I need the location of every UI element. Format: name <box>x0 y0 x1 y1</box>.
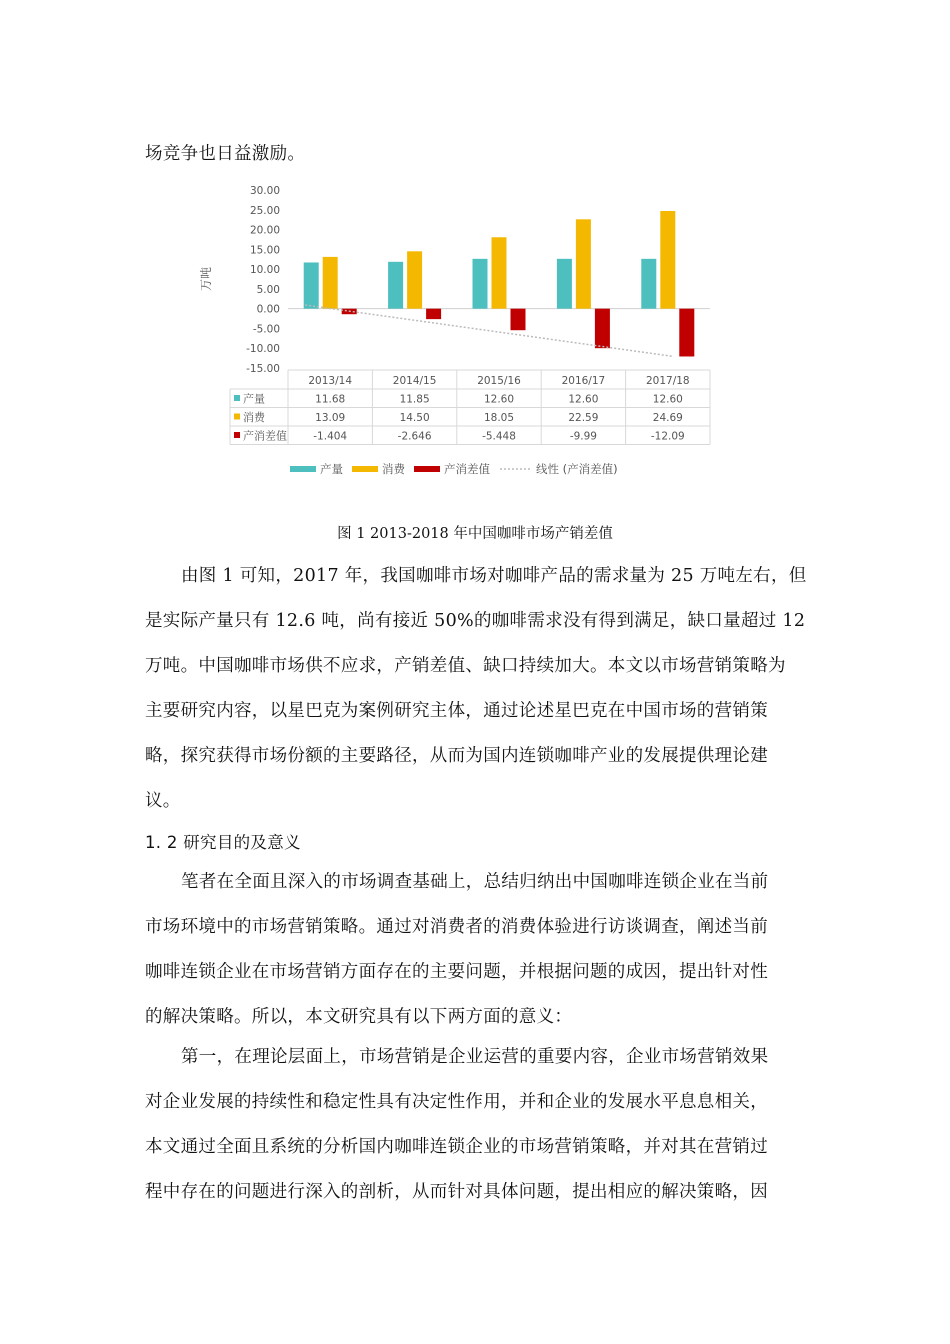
bar-产量-2014/15 <box>388 262 403 309</box>
para1-line-2: 万吨。中国咖啡市场供不应求，产销差值、缺口持续加大。本文以市场营销策略为 <box>145 656 786 676</box>
para1-line-5: 议。 <box>145 791 181 811</box>
para2-line-3: 的解决策略。所以，本文研究具有以下两方面的意义： <box>145 1007 573 1027</box>
table-header-2014/15: 2014/15 <box>392 375 437 387</box>
table-cell: -1.404 <box>313 430 348 443</box>
bar-产消差值-2015/16 <box>511 309 526 331</box>
legend-swatch-消费 <box>352 466 378 472</box>
legend-label-产量: 产量 <box>320 462 343 476</box>
table-cell: -9.99 <box>569 430 597 443</box>
legend-label-消费: 消费 <box>382 462 405 476</box>
table-cell: 12.60 <box>568 393 599 406</box>
y-tick-label: 10.00 <box>249 264 280 277</box>
bar-产量-2013/14 <box>304 262 319 308</box>
y-tick-label: -15.00 <box>246 363 280 375</box>
legend-label-trendline: 线性 (产消差值) <box>536 462 618 476</box>
table-cell: 11.85 <box>399 393 430 406</box>
figure-caption: 图 1 2013-2018 年中国咖啡市场产销差值 <box>337 526 613 542</box>
table-legend-key-产量 <box>234 395 240 401</box>
bar-产消差值-2017/18 <box>679 309 694 357</box>
production-consumption-chart <box>190 178 730 488</box>
legend-swatch-产消差值 <box>414 466 440 472</box>
para1-line-3: 主要研究内容，以星巴克为案例研究主体，通过论述星巴克在中国市场的营销策 <box>145 701 768 721</box>
y-tick-label: 25.00 <box>249 204 280 217</box>
table-cell: 12.60 <box>483 393 515 406</box>
table-cell: -5.448 <box>482 430 516 443</box>
bar-消费-2015/16 <box>492 237 507 308</box>
table-header-2017/18: 2017/18 <box>645 375 690 387</box>
bar-产量-2017/18 <box>641 259 656 309</box>
table-cell: 12.60 <box>652 393 683 406</box>
bar-产消差值-2014/15 <box>426 309 441 319</box>
table-cell: 11.68 <box>315 393 346 406</box>
y-axis-label: 万吨 <box>199 266 213 292</box>
table-cell: 24.69 <box>652 412 683 424</box>
para3-line-3: 程中存在的问题进行深入的剖析，从而针对具体问题，提出相应的解决策略，因 <box>145 1182 768 1202</box>
table-cell: -2.646 <box>397 430 432 443</box>
table-row-label-产量: 产量 <box>243 392 265 406</box>
y-tick-label: -5.00 <box>252 323 280 336</box>
y-tick-label: 30.00 <box>249 185 280 197</box>
para3-line-2: 本文通过全面且系统的分析国内咖啡连锁企业的市场营销策略，并对其在营销过 <box>145 1137 768 1157</box>
table-cell: -12.09 <box>650 430 685 443</box>
y-tick-label: 0.00 <box>256 303 280 316</box>
table-header-2013/14: 2013/14 <box>308 375 353 387</box>
paragraph-top: 场竞争也日益激励。 <box>145 144 306 164</box>
para1-line-0: 由图 1 可知，2017 年，我国咖啡市场对咖啡产品的需求量为 25 万吨左右，但 <box>181 566 807 586</box>
bar-消费-2017/18 <box>660 211 675 309</box>
legend-label-产消差值: 产消差值 <box>444 462 490 476</box>
para1-line-1: 是实际产量只有 12.6 吨，尚有接近 50%的咖啡需求没有得到满足，缺口量超过 12 <box>145 611 806 631</box>
trendline <box>305 305 673 356</box>
table-cell: 18.05 <box>483 412 515 424</box>
para2-line-2: 咖啡连锁企业在市场营销方面存在的主要问题，并根据问题的成因，提出针对性 <box>145 962 768 982</box>
table-cell: 13.09 <box>315 412 346 424</box>
bar-消费-2016/17 <box>576 219 591 308</box>
para2-line-0: 笔者在全面且深入的市场调查基础上，总结归纳出中国咖啡连锁企业在当前 <box>181 872 769 892</box>
table-row-label-消费: 消费 <box>243 411 265 424</box>
section-heading: 1. 2 研究目的及意义 <box>145 833 301 852</box>
bar-消费-2013/14 <box>323 257 338 309</box>
legend-swatch-产量 <box>290 466 316 472</box>
bar-产量-2015/16 <box>473 259 488 309</box>
table-legend-key-消费 <box>234 414 240 420</box>
para2-line-1: 市场环境中的市场营销策略。通过对消费者的消费体验进行访谈调查，阐述当前 <box>145 917 768 937</box>
table-cell: 14.50 <box>399 412 430 424</box>
para3-line-1: 对企业发展的持续性和稳定性具有决定性作用，并和企业的发展水平息息相关， <box>145 1092 768 1112</box>
para1-line-4: 略，探究获得市场份额的主要路径，从而为国内连锁咖啡产业的发展提供理论建 <box>145 746 768 766</box>
y-tick-label: 20.00 <box>249 224 280 237</box>
table-cell: 22.59 <box>568 412 599 424</box>
y-tick-label: 5.00 <box>256 283 280 296</box>
table-header-2016/17: 2016/17 <box>561 375 606 387</box>
para3-line-0: 第一，在理论层面上，市场营销是企业运营的重要内容，企业市场营销效果 <box>181 1047 769 1067</box>
y-tick-label: -10.00 <box>246 343 280 356</box>
table-row-label-产消差值: 产消差值 <box>243 429 287 443</box>
table-header-2015/16: 2015/16 <box>477 375 521 387</box>
y-tick-label: 15.00 <box>249 244 280 257</box>
bar-产量-2016/17 <box>557 259 572 309</box>
table-legend-key-产消差值 <box>234 432 240 438</box>
bar-消费-2014/15 <box>407 251 422 308</box>
bar-产消差值-2016/17 <box>595 309 610 349</box>
